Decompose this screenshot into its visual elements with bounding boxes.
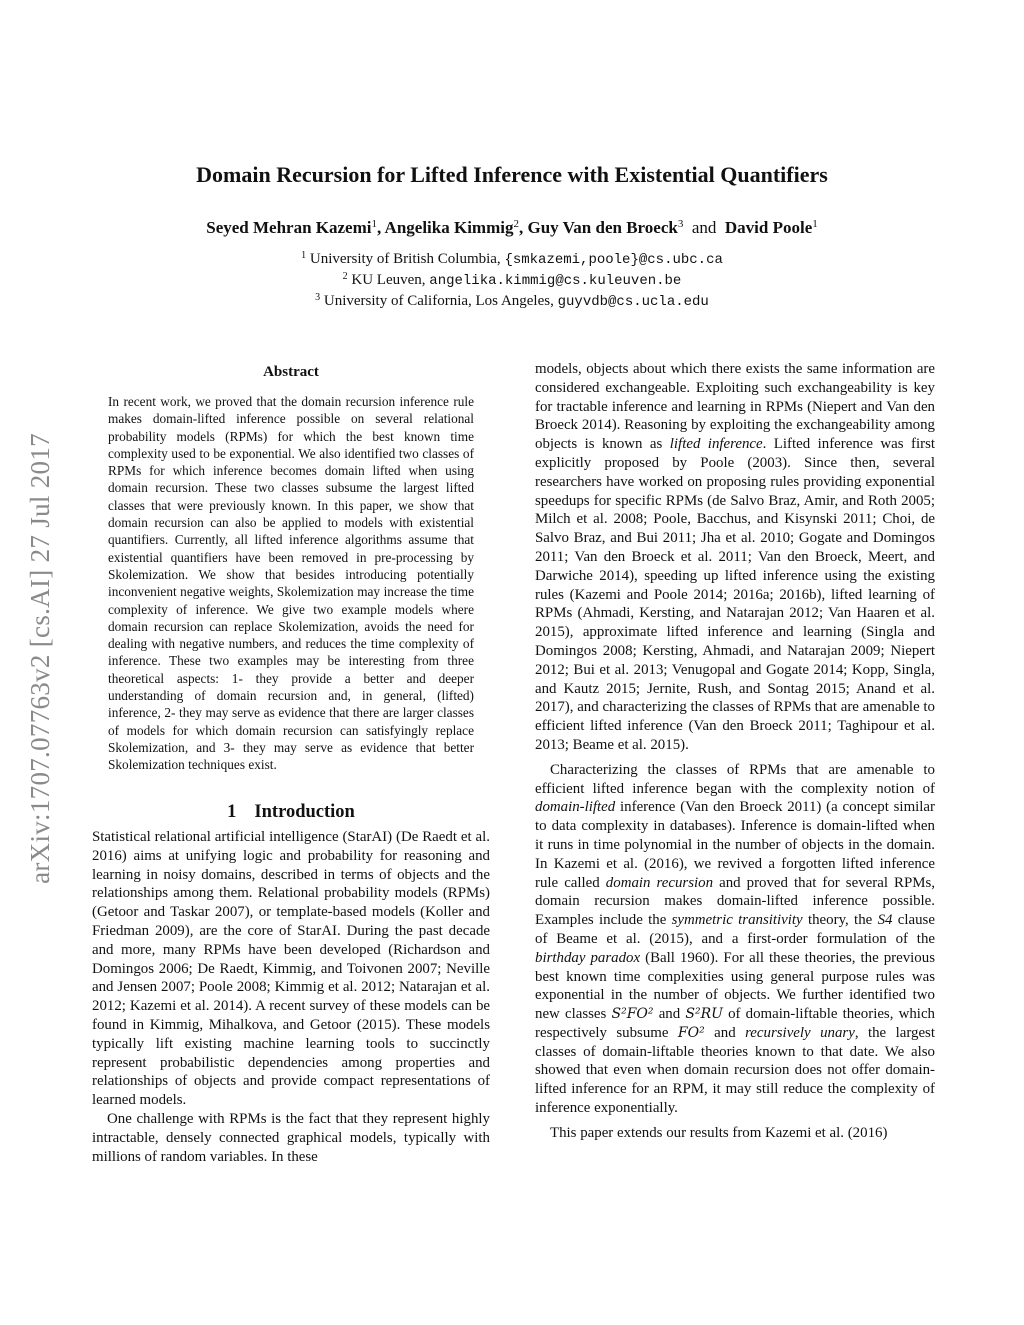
email: angelika.kimmig@cs.kuleuven.be [429,273,682,289]
author-affil-mark: 1 [371,218,377,230]
author-affil-mark: 3 [677,218,684,230]
affiliation-line: $^1$ University of British Columbia, {smkazemi,poole}@cs.ubc.ca [301,250,723,268]
emphasis: lifted inference [669,436,763,453]
math-expression: FO² [677,1024,705,1041]
arxiv-stamp-text: arXiv:1707.07763v2 [cs.AI] 27 Jul 2017 [24,432,55,884]
affiliation-line: $^3$ University of California, Los Angeles, guyvdb@cs.ucla.edu [315,292,709,310]
abstract-text: In recent work, we proved that the domain recursion inference rule makes domain-lifted inference possible on several relational probability models (RPMs) for which the best known time complexity used to be exponential. We also identified two classes of RPMs for which inference becomes domain lifted when using domain recursion. These two classes subsume the largest lifted classes that were previously known. In this paper, we show that domain recursion can also be applied to models with existential quantifiers. Currently, all lifted inference algorithms assume that existential quantifiers have been removed in pre-processing by Skolemization. We show that besides introducing potentially inconvenient negative weights, Skolemization may increase the time complexity of inference. We give two example models where domain recursion can replace Skolemization, avoids the need for dealing with negative numbers, and reduces the time complexity of inference. These two examples may be interesting from three theoretical aspects: 1- they provide a better and deeper understanding of domain recursion and, in general, (lifted) inference, 2- they may serve as evidence that there are larger classes of models for which domain recursion can satisfyingly replace Skolemization, and 3- they may serve as evidence that better Skolemization techniques exist. [108,394,474,773]
author-list: Seyed Mehran Kazemi$^1$, Angelika Kimmig$^2$, Guy Van den Broeck$^3$ and David Poole$^1$ [206,218,818,237]
math-expression: S²RU [685,1006,723,1023]
paper-title: Domain Recursion for Lifted Inference with Existential Quantifiers [196,162,828,187]
math-expression: S²FO² [611,1006,654,1023]
paragraph: Statistical relational artificial intelligence (StarAI) (De Raedt et al. 2016) aims at unifying logic and probability for reasoning and learning in noisy domains, described in terms of objects and the relationships among them. Relational probability models (RPMs) (Getoor and Taskar 2007), or template-based models (Koller and Friedman 2009), are the core of StarAI. During the past decade and more, many RPMs have been developed (Richardson and Domingos 2006; De Raedt, Kimmig, and Toivonen 2007; Neville and Jensen 2007; Poole 2008; Kimmig et al. 2012; Natarajan et al. 2012; Kazemi et al. 2014). A recent survey of these models can be found in Kimmig, Mihalkova, and Getoor (2015). These models typically lift existing machine learning tools to succinctly represent probabilistic dependencies among properties and relationships of objects and provide compact representations of learned models. [92,829,490,1109]
section-heading-introduction [92,802,490,823]
introduction-body [92,828,490,1166]
arxiv-stamp [20,378,60,938]
author-conjunction: and [691,218,717,237]
paragraph: One challenge with RPMs is the fact that they represent highly intractable, densely connected graphical models, typically with millions of random variables. In these [92,1110,490,1165]
author-affil-mark: 1 [812,218,818,230]
author-name: Seyed Mehran Kazemi [206,218,372,237]
affiliations [0,249,1024,312]
email: {smkazemi,poole}@cs.ubc.ca [504,252,723,268]
right-column [535,360,935,1143]
paragraph: This paper extends our results from Kazemi et al. (2016) [550,1124,888,1141]
email: guyvdb@cs.ucla.edu [557,294,709,310]
paragraph: models, objects about which there exists the same information are considered exchangeable. Exploiting such exchangeability is key for tractable inference and learning in RPMs (Niepert and Van den Broeck 2014). Reasoning by exploiting the exchangeability among objects is known as lifted inference. Lifted inference was first explicitly proposed by Poole (2003). Since then, several researchers have worked on proposing rules providing exponential speedups for specific RPMs (de Salvo Braz, Amir, and Roth 2005; Milch et al. 2008; Poole, Bacchus, and Kisynski 2011; Choi, de Salvo Braz, and Bui 2011; Jha et al. 2010; Gogate and Domingos 2011; Van den Broeck et al. 2011; Van den Broeck, Meert, and Darwiche 2014), speeding up lifted inference using the existing rules (Kazemi and Poole 2014; 2016a; 2016b), lifted learning of RPMs (Ahmadi, Kersting, and Natarajan 2012; Van Haaren et al. 2015), approximate lifted inference and learning (Singla and Domingos 2008; Kersting, Ahmadi, and Natarajan 2009; Niepert 2012; Bui et al. 2013; Venugopal and Gogate 2014; Kopp, Singla, and Kautz 2015; Jernite, Rush, and Sontag 2015; Anand et al. 2017), and characterizing the classes of RPMs that are amenable to efficient lifted inference (Van den Broeck 2011; Taghipour et al. 2013; Beame et al. 2015). [535,361,935,753]
author-name: Guy Van den Broeck [527,218,678,237]
abstract-heading: Abstract [263,364,319,380]
affiliation-line: $^2$ KU Leuven, angelika.kimmig@cs.kuleuven.be [342,271,682,289]
author-name: David Poole [724,218,813,237]
abstract-body [108,393,474,774]
section-title: Introduction [254,802,355,822]
paragraph: Characterizing the classes of RPMs that are amenable to efficient lifted inference began with the complexity notion of domain-lifted inference (Van den Broeck 2011) (a concept similar to data complexity in databases). Inference is domain-lifted when it runs in time polynomial in the number of objects in the domain. In Kazemi et al. (2016), we revived a forgotten lifted inference rule called domain recursion and proved that for several RPMs, domain recursion makes domain-lifted inference possible. Examples include the symmetric transitivity theory, the S4 clause of Beame et al. (2015), and a first-order formulation of the birthday paradox (Ball 1960). For all these theories, the previous best known time complexities using general purpose rules was exponential in the number of objects. We further identified two new classes S²FO² and S²RU of domain-liftable theories, which respectively subsume FO² and recursively unary, the largest classes of domain-liftable theories known to that date. We also showed that even when domain recursion does not offer domain-lifted inference for an RPM, it may still reduce the complexity of inference exponentially. [535,761,936,1117]
section-number: 1 [227,802,237,822]
author-affil-mark: 2 [513,218,519,230]
author-name: Angelika Kimmig [384,218,514,237]
